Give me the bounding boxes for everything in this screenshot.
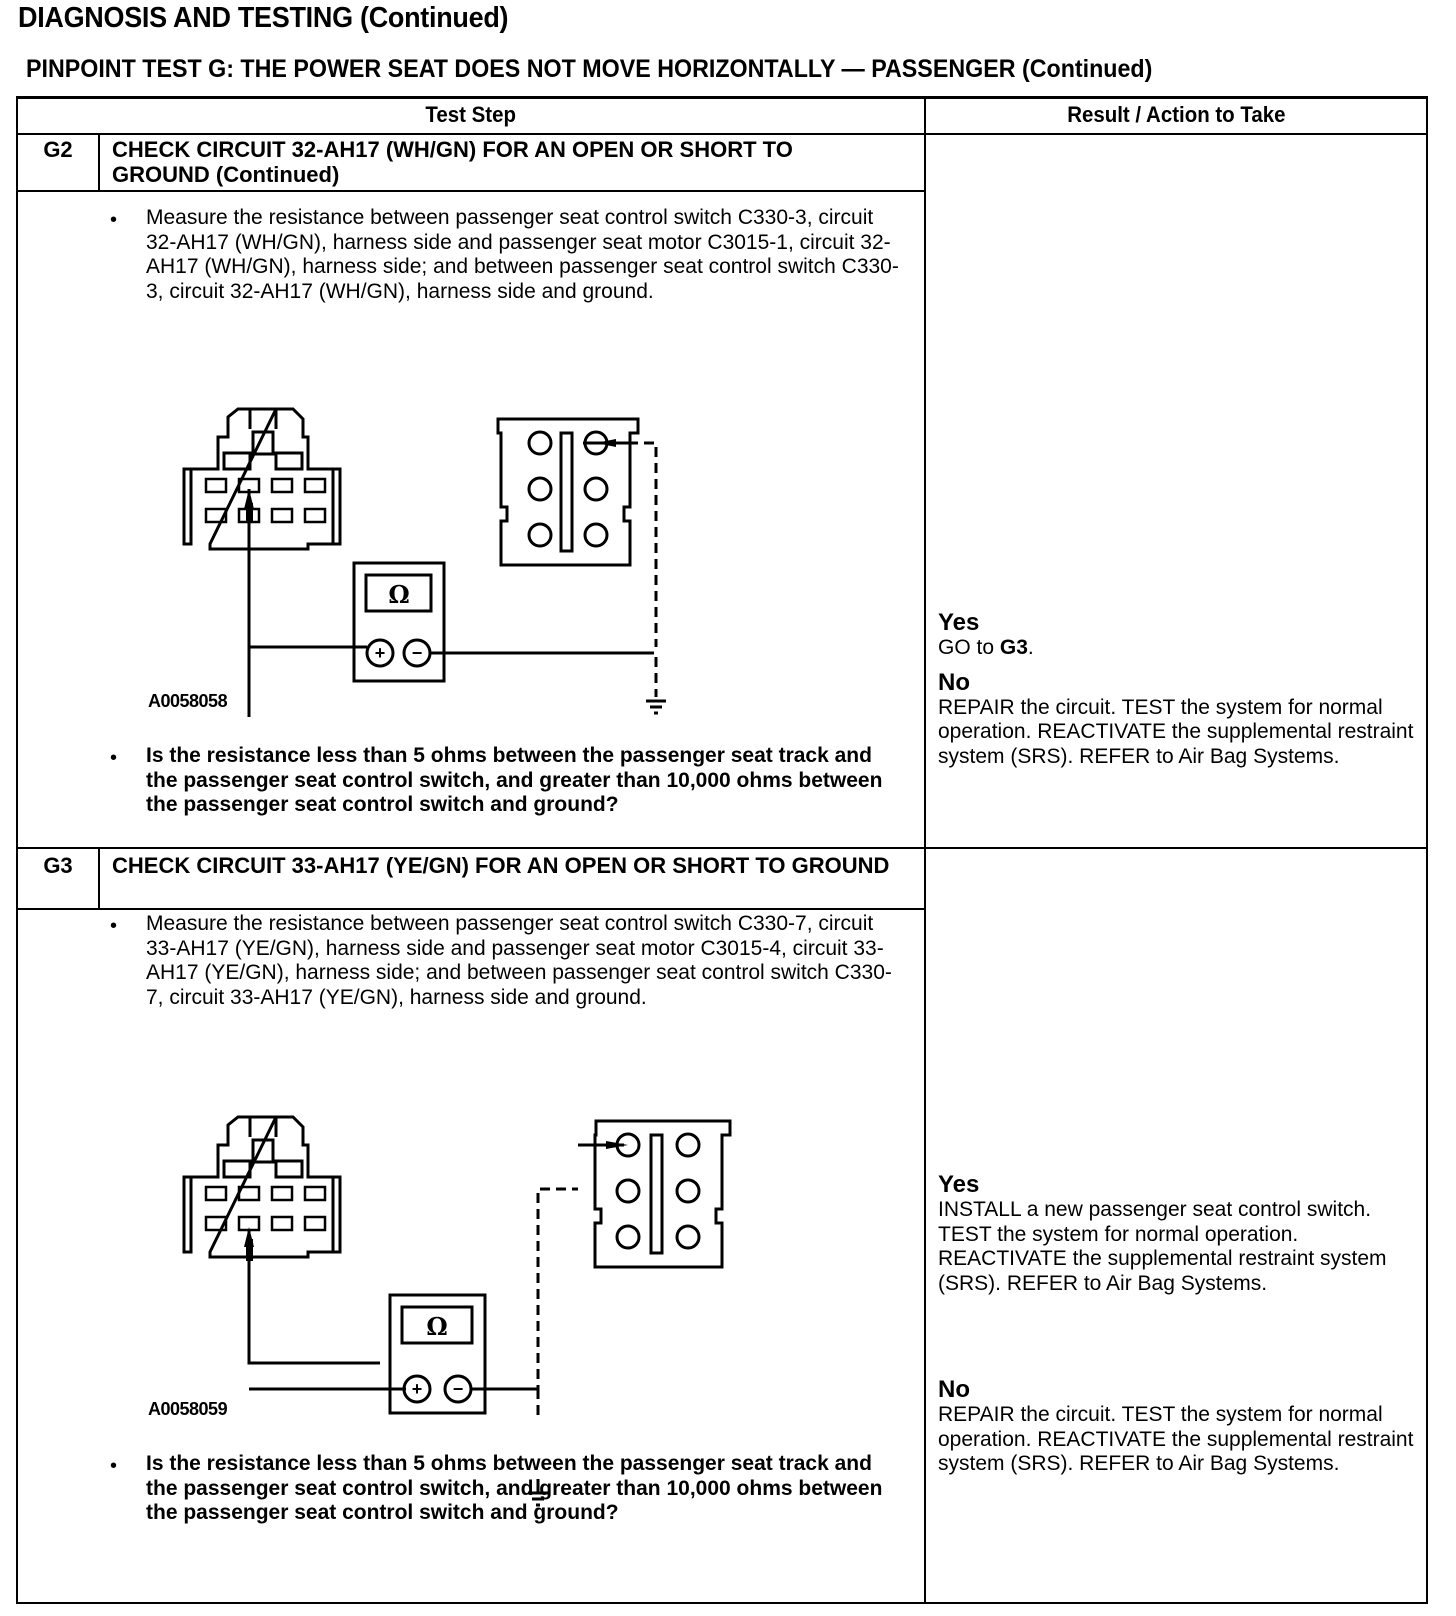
result-g2 <box>938 609 1418 769</box>
positive-terminal: + <box>411 1379 423 1399</box>
result-no-action: REPAIR the circuit. TEST the system for normal operation. REACTIVATE the supplemental restraint system (SRS). REFER to Air Bag Systems. <box>938 695 1414 768</box>
figure-id: A0058059 <box>148 1399 228 1419</box>
bullet: • <box>110 1455 118 1477</box>
step-title: CHECK CIRCUIT 32-AH17 (WH/GN) FOR AN OPEN OR SHORT TO GROUND (Continued) <box>112 137 793 187</box>
ohm-symbol: Ω <box>426 1312 448 1341</box>
step-id: G3 <box>43 853 73 878</box>
step-title-divider <box>18 190 926 192</box>
bullet: • <box>110 747 118 769</box>
wiring-diagram-g2 <box>158 397 738 717</box>
negative-terminal: − <box>411 643 423 663</box>
step-question: Is the resistance less than 5 ohms between the passenger seat track and the passenger seat control switch, and greater than 10,000 ohms between the passenger seat control switch and ground? <box>146 1452 883 1524</box>
step-id-divider <box>98 849 100 909</box>
goto-link-g3[interactable]: G3 <box>999 636 1028 659</box>
step-question: Is the resistance less than 5 ohms between the passenger seat track and the passenger seat control switch, and greater than 10,000 ohms between the passenger seat control switch and ground? <box>146 744 883 816</box>
column-header-test-step: Test Step <box>18 99 926 133</box>
step-title: CHECK CIRCUIT 33-AH17 (YE/GN) FOR AN OPEN OR SHORT TO GROUND <box>112 853 890 878</box>
step-id-divider <box>98 133 100 191</box>
step-instruction: Measure the resistance between passenger seat control switch C330-7, circuit 33-AH17 (YE/GN), harness side and passenger seat motor C3015-4, circuit 33-AH17 (YE/GN), harness side; and between passenger seat control switch C330-7, circuit 33-AH17 (YE/GN), harness side and ground. <box>146 912 892 1009</box>
result-g3-no <box>938 1376 1418 1477</box>
ohm-symbol: Ω <box>388 580 410 609</box>
figure-id: A0058058 <box>148 691 228 711</box>
positive-terminal: + <box>374 643 386 663</box>
result-no-action: REPAIR the circuit. TEST the system for normal operation. REACTIVATE the supplemental restraint system (SRS). REFER to Air Bag Systems. <box>938 1403 1414 1475</box>
result-yes-action: INSTALL a new passenger seat control switch. TEST the system for normal operation. REACTIVATE the supplemental restraint system (SRS). REFER to Air Bag Systems. <box>938 1198 1387 1295</box>
dashed-ground-lead <box>628 443 656 647</box>
result-g3-yes <box>938 1171 1418 1296</box>
result-yes-label: Yes <box>938 609 980 636</box>
step-divider <box>18 847 1426 849</box>
column-header-result: Result / Action to Take <box>1066 102 1286 127</box>
result-yes-action: GO to G3. <box>938 636 1034 659</box>
result-no-label: No <box>938 1376 970 1403</box>
bullet: • <box>110 209 118 231</box>
motor-connector-c3015 <box>498 419 638 565</box>
wiring-diagram-g3 <box>158 1099 758 1419</box>
column-divider <box>924 133 926 1603</box>
negative-terminal: − <box>452 1379 464 1399</box>
page-subtitle: PINPOINT TEST G: THE POWER SEAT DOES NOT MOVE HORIZONTALLY — PASSENGER (Continued) <box>26 55 1153 83</box>
step-instruction: Measure the resistance between passenger seat control switch C330-3, circuit 32-AH17 (WH/GN), harness side and passenger seat motor C3015-1, circuit 32-AH17 (WH/GN), harness side; and between passenger seat control switch C330-3, circuit 32-AH17 (WH/GN), harness side and ground. <box>146 206 899 303</box>
step-id: G2 <box>43 137 73 162</box>
pinpoint-test-table <box>16 96 1428 1604</box>
result-yes-label: Yes <box>938 1171 980 1198</box>
page-title: DIAGNOSIS AND TESTING (Continued) <box>18 2 509 34</box>
table-header <box>18 99 1426 135</box>
result-no-label: No <box>938 668 970 696</box>
bullet: • <box>110 915 118 937</box>
step-title-divider <box>18 908 926 910</box>
